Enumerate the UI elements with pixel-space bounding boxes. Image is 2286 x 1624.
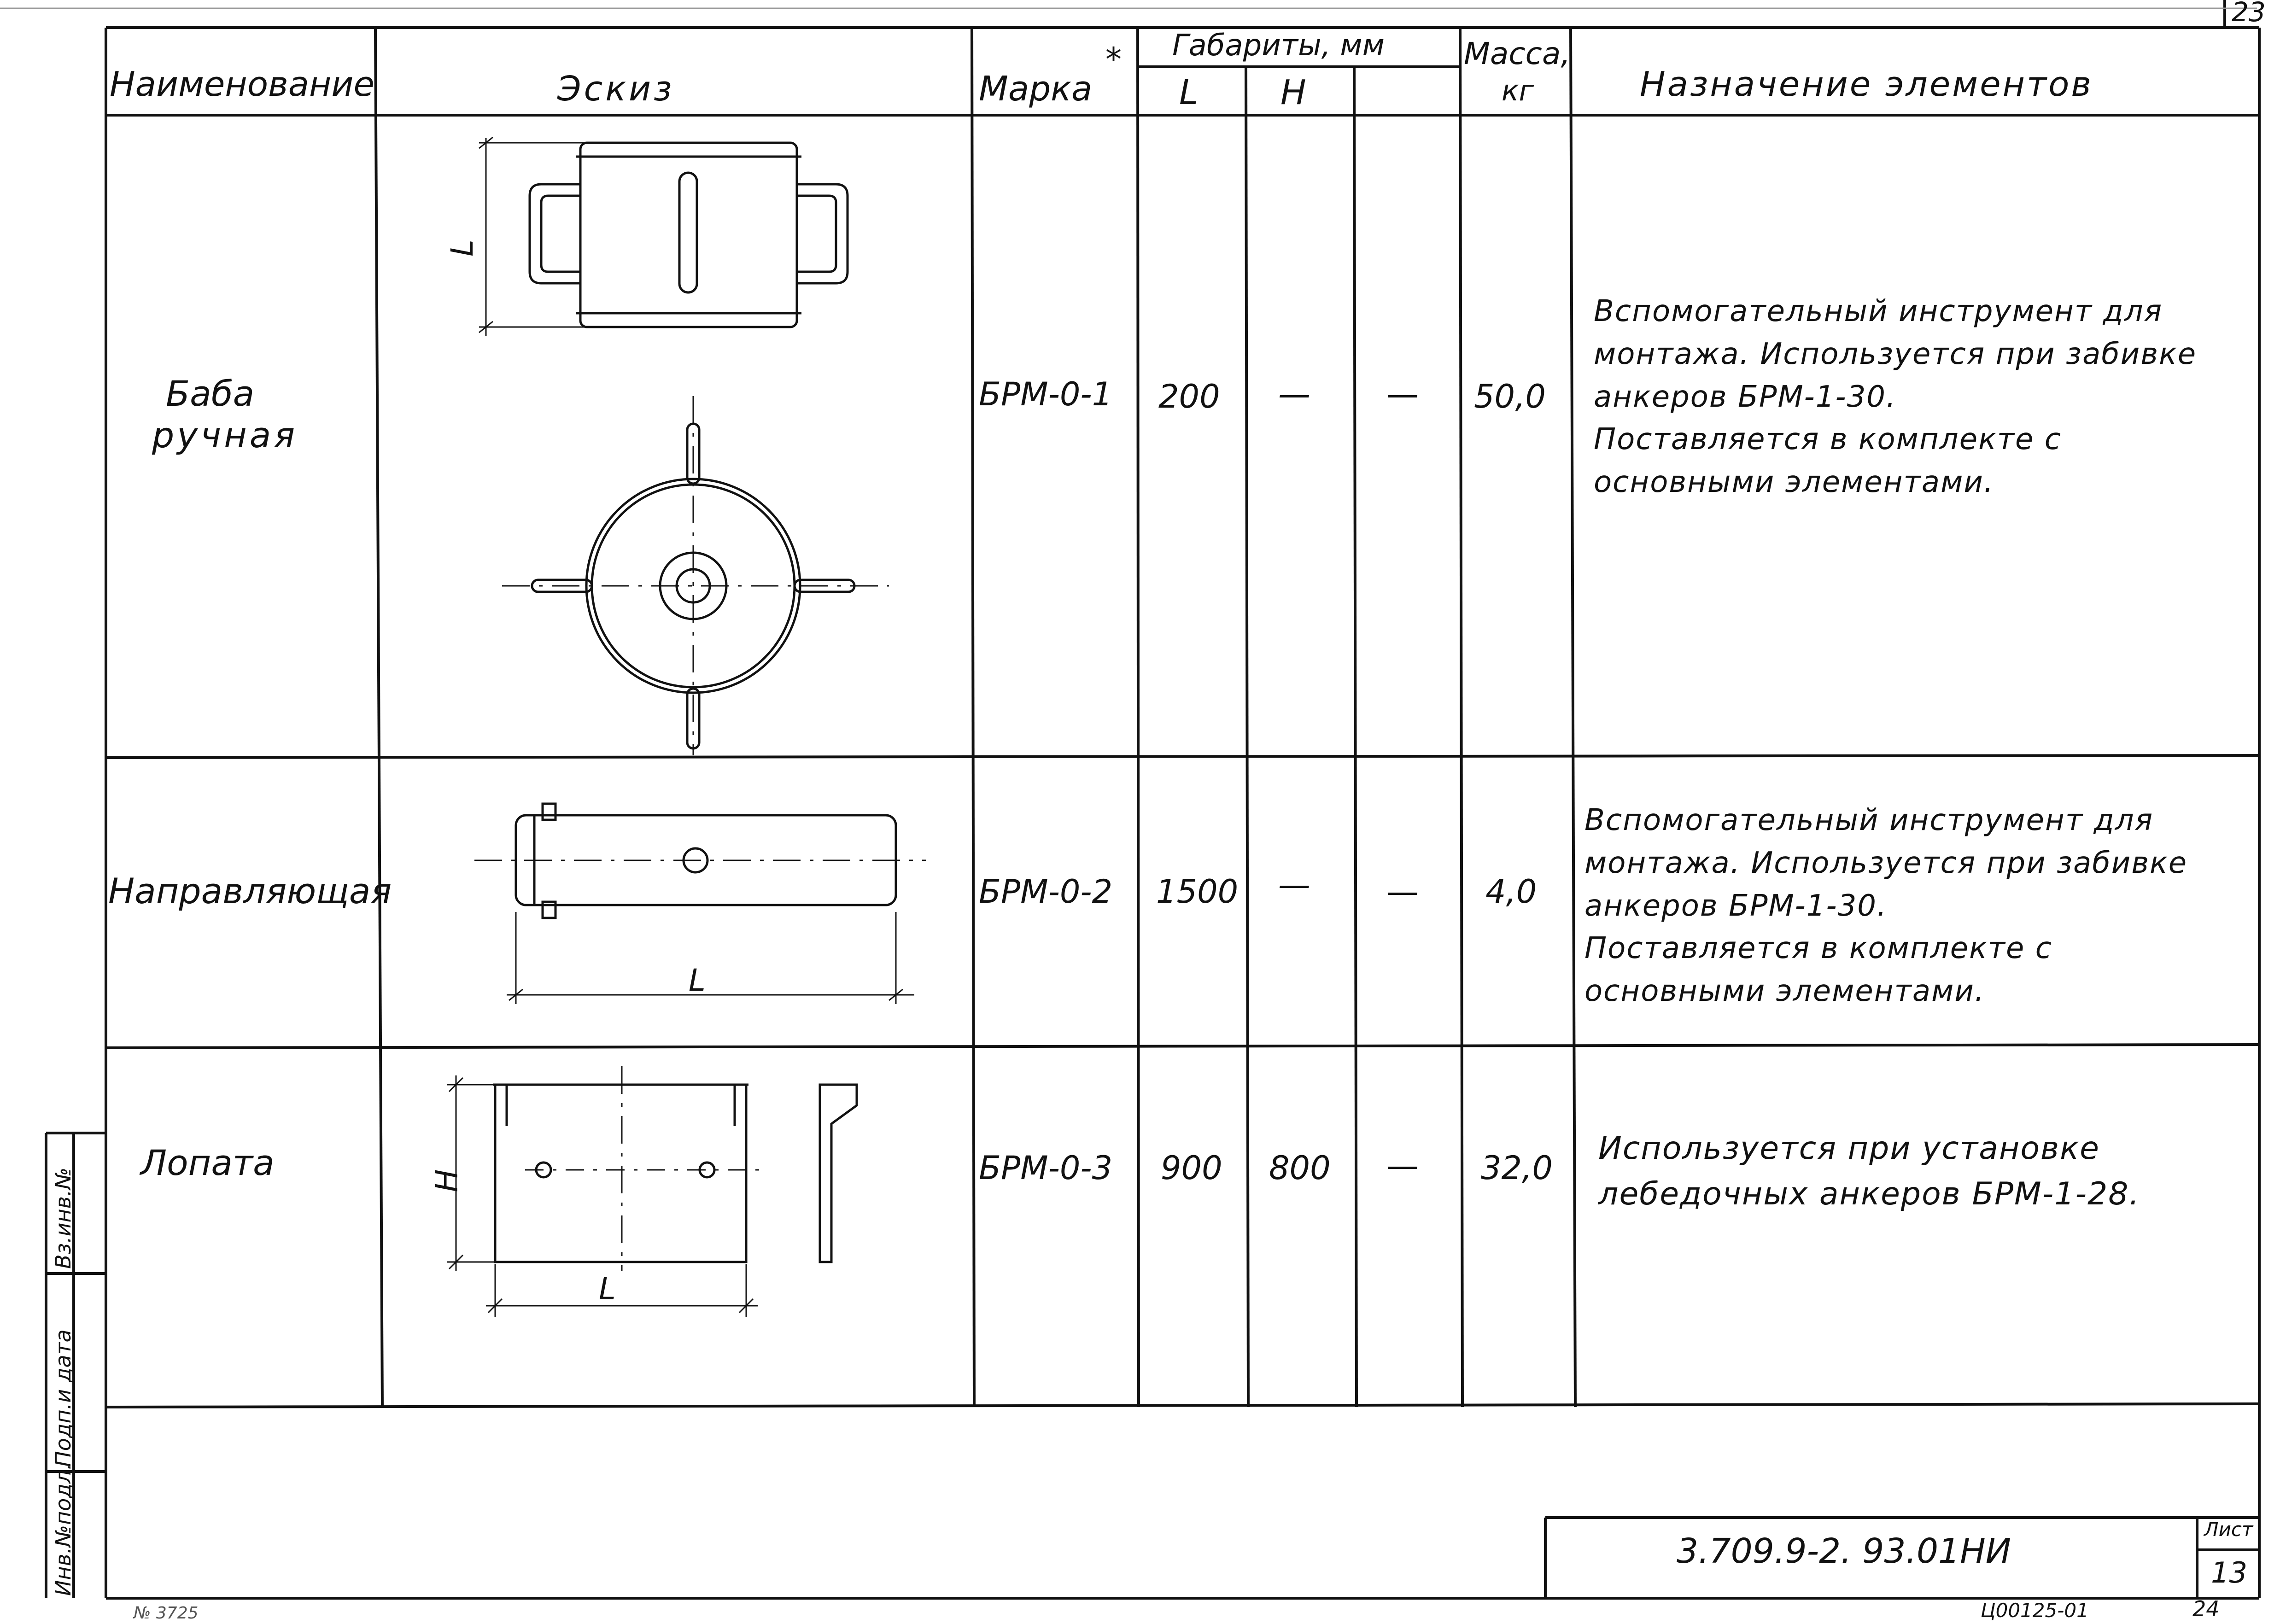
header-dim-h: H (1280, 73, 1306, 112)
header-mass: Масса, (1464, 36, 1571, 71)
row1-name-line2: ручная (152, 415, 298, 456)
row2-sketch-label-l: L (689, 963, 706, 998)
row1-purpose-line: основными элементами. (1594, 465, 1994, 500)
row1-mass: 50,0 (1474, 378, 1546, 415)
sheet-number: 13 (2211, 1556, 2247, 1589)
header-mark-asterisk: * (1105, 41, 1122, 78)
hand-rammer-plan-view (502, 396, 889, 755)
bottom-order-code: Ц00125-01 (1981, 1599, 2089, 1622)
header-dim-l: L (1179, 73, 1199, 112)
row1-purpose-line: анкеров БРМ-1-30. (1594, 380, 1897, 414)
stamp-vz-inv: Вз.инв.№ (51, 1167, 76, 1269)
row1-extra: — (1386, 375, 1419, 413)
row3-purpose-line: Используется при установке (1598, 1130, 2100, 1167)
row2-name: Направляющая (108, 870, 392, 911)
row3-name: Лопата (140, 1142, 275, 1183)
row1-length: 200 (1158, 378, 1220, 415)
row3-mark: БРМ-0-3 (979, 1149, 1113, 1187)
row1-purpose-line: монтажа. Используется при забивке (1594, 337, 2197, 371)
bottom-page-number: 24 (2192, 1596, 2220, 1621)
row1-sketch-label-l: L (444, 240, 480, 257)
row1-height: — (1278, 375, 1310, 413)
header-name: Наименование (110, 64, 375, 104)
header-mass-unit: кг (1502, 74, 1534, 107)
row2-purpose-line: Вспомогательный инструмент для (1584, 803, 2154, 837)
row2-purpose-line: Поставляется в комплекте с (1584, 931, 2052, 966)
row3-mass: 32,0 (1481, 1149, 1553, 1187)
bottom-left-note: № 3725 (134, 1604, 199, 1623)
stamp-inv-podl: Инв.№подл. (51, 1463, 76, 1596)
row2-height: — (1278, 866, 1310, 904)
row1-purpose-line: Вспомогательный инструмент для (1594, 294, 2163, 328)
hand-rammer-top-view (479, 137, 848, 336)
row2-extra: — (1386, 873, 1419, 911)
row3-height: 800 (1269, 1149, 1331, 1187)
header-purpose: Назначение элементов (1640, 64, 2093, 104)
top-page-number: 23 (2232, 0, 2266, 28)
row1-name: Баба (166, 373, 255, 414)
header-sketch: Эскиз (557, 69, 675, 109)
row1-mark: БРМ-0-1 (979, 375, 1113, 413)
row2-purpose-line: основными элементами. (1584, 974, 1985, 1009)
row2-purpose-line: монтажа. Используется при забивке (1584, 846, 2188, 880)
row1-purpose-line: Поставляется в комплекте с (1594, 422, 2062, 457)
row3-length: 900 (1161, 1149, 1222, 1187)
header-mark: Марка (979, 69, 1093, 109)
shovel-sketch (447, 1066, 857, 1317)
header-dimensions: Габариты, мм (1172, 29, 1385, 63)
row3-sketch-label-h: H (429, 1169, 465, 1192)
sheet-label: Лист (2204, 1518, 2253, 1541)
row3-purpose-line: лебедочных анкеров БРМ-1-28. (1598, 1175, 2140, 1212)
stamp-podp-data: Подп.и дата (51, 1329, 76, 1467)
row2-purpose-line: анкеров БРМ-1-30. (1584, 888, 1888, 923)
row2-mark: БРМ-0-2 (979, 873, 1113, 911)
row2-length: 1500 (1156, 873, 1239, 911)
document-code: 3.709.9-2. 93.01НИ (1677, 1531, 2011, 1571)
row3-extra: — (1386, 1147, 1419, 1185)
row3-sketch-label-l: L (599, 1271, 616, 1307)
row2-mass: 4,0 (1485, 873, 1537, 911)
